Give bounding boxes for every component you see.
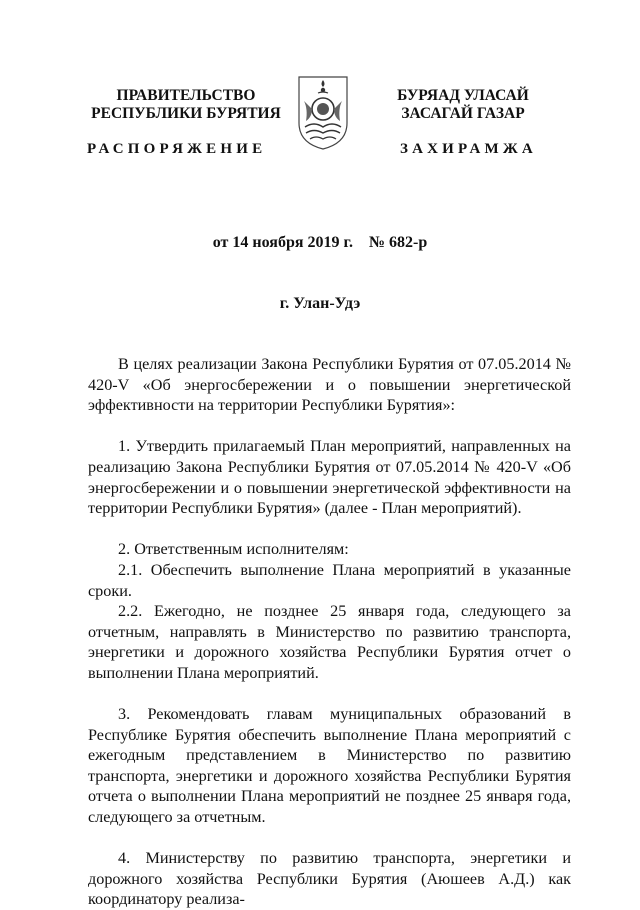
issuer-name-russian: [88, 87, 284, 123]
issuer-buryat-line-1: БУРЯАД УЛАСАЙ: [397, 87, 529, 104]
issuer-line-1: ПРАВИТЕЛЬСТВО: [116, 87, 256, 104]
paragraph-2-2: 2.2. Ежегодно, не позднее 25 января года, следующего за отчетным, направлять в Министерство по развитию транспорта, энергетики и дорожного хозяйства Республики Бурятия отчет о выполнении Плана мероприятий.: [88, 602, 571, 682]
issuer-name-buryat: [385, 87, 541, 123]
issuer-line-2: РЕСПУБЛИКИ БУРЯТИЯ: [91, 105, 281, 122]
paragraph-4: 4. Министерству по развитию транспорта, энергетики и дорожного хозяйства Республики Бурятия (Аюшеев А.Д.) как координатору реализа-: [88, 849, 571, 909]
paragraph-1: 1. Утвердить прилагаемый План мероприятий, направленных на реализацию Закона Республики Бурятия от 07.05.2014 № 420-V «Об энергосбережении и о повышении энергетической эффективности на территории Республики Бурятия» (далее - План мероприятий).: [88, 437, 571, 518]
document-body: [88, 354, 571, 910]
intro-paragraph: В целях реализации Закона Республики Бурятия от 07.05.2014 № 420-V «Об энергосбережении и о повышении энергетической эффективности на территории Республики Бурятия»:: [88, 355, 571, 415]
paragraph-2: 2. Ответственным исполнителям:: [118, 540, 349, 559]
paragraph-3: 3. Рекомендовать главам муниципальных образований в Республике Бурятия обеспечить выполнение Плана мероприятий с ежегодным представлением в Министерство по развитию транспорта, энергетики и дорожного хозяйства Республики Бурятия отчета о выполнении Плана мероприятий не позднее 25 января года, следующего за отчетным.: [88, 705, 571, 827]
issuer-buryat-line-2: ЗАСАГАЙ ГАЗАР: [401, 105, 525, 122]
doc-type-buryat: ЗАХИРАМЖА: [400, 141, 537, 157]
document-city: г. Улан-Удэ: [279, 295, 361, 312]
paragraph-2-1: 2.1. Обеспечить выполнение Плана мероприятий в указанные сроки.: [88, 560, 571, 600]
document-date-number: от 14 ноября 2019 г. № 682-р: [212, 234, 428, 251]
doc-type-russian: РАСПОРЯЖЕНИЕ: [87, 141, 267, 157]
buryatia-coat-of-arms-icon: [296, 71, 350, 151]
